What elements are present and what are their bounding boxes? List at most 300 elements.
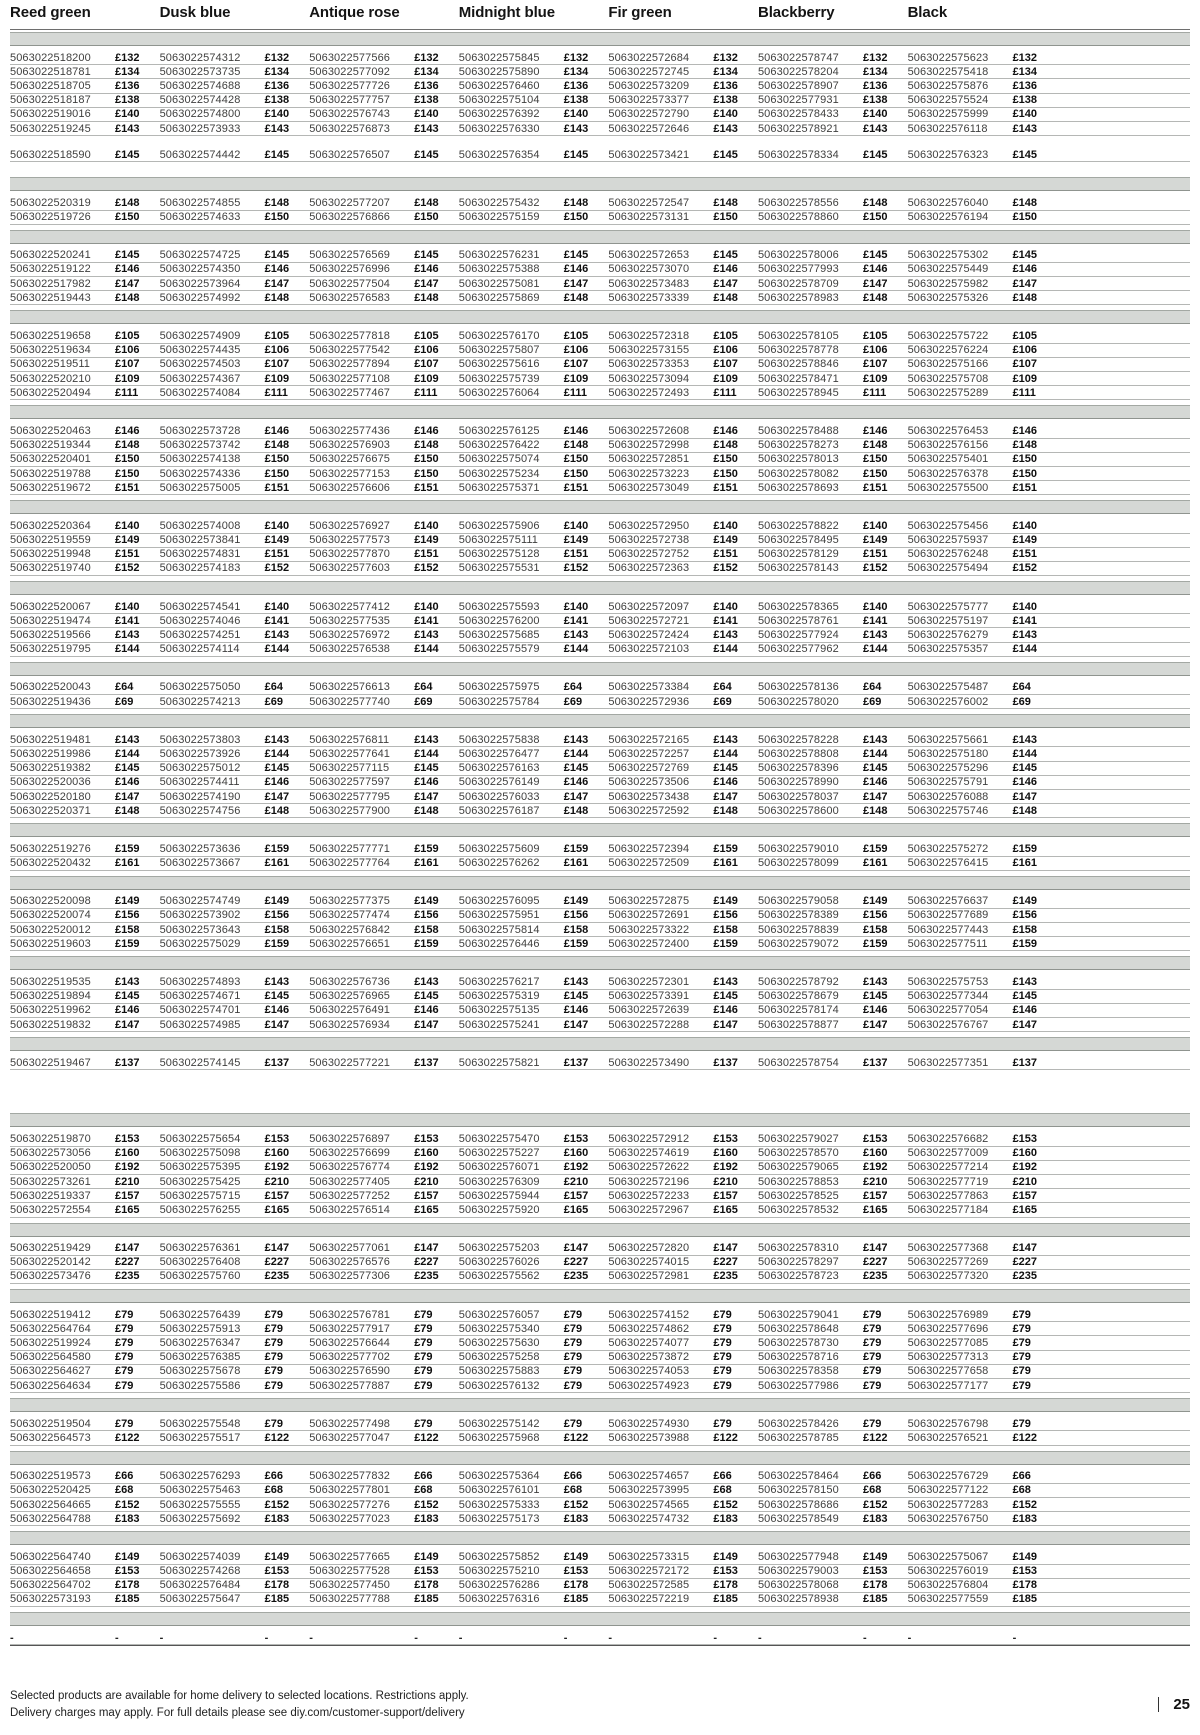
product-price: £147 [563,1018,589,1031]
product-price: £227 [264,1256,290,1269]
product-price: £152 [115,1498,140,1511]
product-cell [309,66,459,78]
product-price: £145 [862,762,888,775]
product-cell [608,776,758,788]
product-price: £185 [1012,1593,1038,1606]
product-code: 5063022572646 [608,122,690,135]
product-cell [10,696,160,708]
table-row [10,1161,1190,1175]
product-cell [309,1242,459,1254]
product-code: 5063022520142 [10,1256,91,1269]
product-code: 5063022575555 [159,1498,241,1511]
product-code: 5063022519962 [10,1004,91,1017]
product-price: £150 [713,211,738,224]
product-code: 5063022574930 [608,1417,690,1430]
product-code: 5063022564740 [10,1550,91,1563]
product-code: 5063022577375 [309,895,391,908]
product-code: 5063022520067 [10,600,91,613]
product-price: £109 [713,372,738,385]
product-price: £192 [713,1161,738,1174]
product-code: 5063022578877 [757,1018,839,1031]
product-cell [10,1380,160,1392]
product-price: £145 [1012,148,1038,161]
product-code: 5063022577412 [309,600,391,613]
product-price: £146 [862,263,888,276]
product-cell [459,1161,609,1173]
product-code: 5063022576132 [458,1379,540,1392]
product-cell [309,263,459,275]
table-row [10,249,1190,263]
product-cell [908,1499,1058,1511]
product-code: 5063022573315 [608,1550,690,1563]
product-cell [758,1351,908,1363]
product-cell [908,425,1058,437]
product-code: 5063022575715 [159,1189,241,1202]
product-cell [459,643,609,655]
product-price: £145 [1012,249,1038,262]
product-cell [908,1309,1058,1321]
product-code: 5063022576019 [907,1565,989,1578]
product-code: 5063022575432 [458,196,540,209]
product-price: £132 [1012,51,1038,64]
product-cell [10,843,160,855]
product-code: 5063022577986 [757,1379,839,1392]
product-price: £149 [713,895,738,908]
product-price: £158 [1012,923,1038,936]
group-separator-band [10,1223,1190,1237]
product-price: £157 [414,1189,439,1202]
product-cell [459,548,609,560]
product-cell [459,211,609,223]
product-cell [160,696,310,708]
product-code: 5063022574367 [159,372,241,385]
product-cell [459,344,609,356]
product-code: 5063022573643 [159,923,241,936]
product-code: 5063022577771 [309,842,391,855]
table-row [10,424,1190,438]
table-row [10,695,1190,709]
product-code: 5063022576767 [907,1018,989,1031]
product-price: £107 [862,358,888,371]
product-price: £151 [264,481,290,494]
product-cell [758,1190,908,1202]
product-cell [758,1513,908,1525]
product-cell [309,1470,459,1482]
product-cell [10,629,160,641]
product-price: £143 [115,976,140,989]
product-cell [309,1551,459,1563]
product-code: 5063022577252 [309,1189,391,1202]
product-cell [160,776,310,788]
product-price: £122 [414,1431,439,1444]
product-cell [908,1551,1058,1563]
product-cell [908,857,1058,869]
product-price: £192 [1012,1161,1038,1174]
product-price: £64 [563,681,583,694]
product-price: £143 [563,733,589,746]
product-price: £144 [115,643,140,656]
group-separator-band [10,230,1190,244]
product-price: £66 [1012,1470,1031,1483]
product-cell [10,197,160,209]
product-price: £159 [563,842,589,855]
product-price: £145 [1012,762,1038,775]
product-code: 5063022576453 [907,424,989,437]
product-cell [908,534,1058,546]
product-code: 5063022577092 [309,65,391,78]
product-cell [10,805,160,817]
product-cell [459,1004,609,1016]
product-price: £136 [713,79,738,92]
product-code: 5063022574268 [159,1565,241,1578]
product-code: 5063022572769 [608,762,690,775]
product-price: £146 [264,776,290,789]
product-price: £143 [713,629,738,642]
product-cell [160,1351,310,1363]
product-price: £79 [713,1351,732,1364]
product-price: £145 [563,990,589,1003]
product-code: 5063022574428 [159,94,241,107]
product-cell [908,895,1058,907]
product-code: 5063022576415 [907,857,989,870]
product-cell [758,344,908,356]
product-code: 5063022576750 [907,1512,989,1525]
product-code: 5063022575111 [458,534,538,547]
product-cell [309,425,459,437]
product-code: 5063022574190 [159,790,241,803]
product-price: £79 [414,1337,433,1350]
product-cell [758,857,908,869]
product-cell [908,1565,1058,1577]
product-price: £153 [862,1565,888,1578]
product-code: 5063022578488 [757,424,839,437]
product-price: £143 [264,122,290,135]
product-price: £151 [115,548,140,561]
product-cell [608,263,758,275]
product-code: 5063022576927 [309,519,391,532]
product-code: 5063022576972 [309,629,391,642]
product-price: £159 [563,937,589,950]
product-cell [908,1632,1058,1644]
product-price: £152 [264,562,290,575]
product-code: 5063022572592 [608,804,690,817]
product-cell [10,909,160,921]
product-code: 5063022573421 [608,148,690,161]
product-price: £149 [414,1550,439,1563]
product-cell [758,990,908,1002]
product-price: £149 [862,1550,888,1563]
product-cell [459,108,609,120]
product-price: £106 [115,344,140,357]
product-code: 5063022519245 [10,122,91,135]
product-cell [459,534,609,546]
product-cell [758,94,908,106]
product-price: £147 [264,1018,290,1031]
product-price: £144 [264,747,290,760]
product-code: 5063022574213 [159,695,241,708]
product-price: £143 [1012,733,1038,746]
product-cell [309,1593,459,1605]
product-price: £148 [414,804,439,817]
product-code: 5063022577818 [309,330,391,343]
product-cell [10,292,160,304]
product-code: 5063022577153 [309,467,391,480]
product-cell [908,344,1058,356]
product-cell [459,52,609,64]
product-cell [758,1579,908,1591]
product-cell [758,601,908,613]
product-code: 5063022519474 [10,614,91,627]
product-price: £106 [414,344,439,357]
table-row [10,1431,1190,1445]
product-price: £143 [414,122,439,135]
product-code: 5063022576569 [309,249,391,262]
product-code: 5063022575364 [458,1470,540,1483]
product-code: 5063022576743 [309,108,391,121]
product-code: 5063022579003 [757,1565,839,1578]
product-code: 5063022573339 [608,291,690,304]
product-code: 5063022519443 [10,291,91,304]
product-cell [758,643,908,655]
product-code: 5063022577122 [907,1484,989,1497]
product-code: 5063022519894 [10,990,91,1003]
product-code: 5063022573872 [608,1351,690,1364]
product-code: 5063022577900 [309,804,391,817]
product-cell [459,748,609,760]
product-code: 5063022576194 [907,211,989,224]
product-code: 5063022573841 [159,534,241,547]
product-cell [908,108,1058,120]
product-code: 5063022576347 [159,1337,241,1350]
product-cell [758,534,908,546]
product-cell [160,1309,310,1321]
product-cell [459,1418,609,1430]
product-code: 5063022575623 [907,51,989,64]
product-price: £144 [563,747,589,760]
product-price: £178 [1012,1579,1038,1592]
product-cell [908,80,1058,92]
product-price: £159 [264,937,290,950]
product-price: £150 [115,467,140,480]
product-code: 5063022574619 [608,1147,690,1160]
product-code: 5063022578310 [757,1242,839,1255]
product-code: 5063022577894 [309,358,391,371]
product-cell [758,976,908,988]
product-code: 5063022576460 [458,79,540,92]
product-price: £148 [862,196,888,209]
product-cell [160,123,310,135]
product-code: 5063022573261 [10,1175,91,1188]
product-code: 5063022576095 [458,895,540,908]
product-code: 5063022575418 [907,65,989,78]
product-cell [908,615,1058,627]
product-cell [459,1513,609,1525]
product-code: 5063022519740 [10,562,91,575]
product-cell [459,1147,609,1159]
product-cell [160,1147,310,1159]
product-code: 5063022577368 [907,1242,989,1255]
product-cell [459,734,609,746]
product-cell [160,1470,310,1482]
product-cell [10,1133,160,1145]
table-row [10,1175,1190,1189]
product-price: £107 [115,358,140,371]
product-price: £165 [115,1203,140,1216]
product-cell [608,439,758,451]
product-price: £140 [1012,108,1038,121]
product-code: 5063022575005 [159,481,241,494]
product-code: 5063022577047 [309,1431,391,1444]
product-price: £148 [862,804,888,817]
product-price: £132 [264,51,290,64]
product-price: £79 [264,1322,283,1335]
product-price: £146 [1012,776,1038,789]
product-cell [908,548,1058,560]
product-cell [160,52,310,64]
product-cell [309,643,459,655]
product-cell [908,373,1058,385]
product-cell [758,1565,908,1577]
product-cell [10,1309,160,1321]
product-code: 5063022578921 [757,122,839,135]
table-row [10,1242,1190,1256]
product-code: 5063022576996 [309,263,391,276]
product-cell [758,330,908,342]
product-cell [459,80,609,92]
product-price: £136 [264,79,290,92]
product-cell [309,468,459,480]
product-cell [908,1242,1058,1254]
product-price: £106 [264,344,290,357]
product-code: 5063022578228 [757,733,839,746]
product-code: 5063022577504 [309,277,391,290]
product-code: 5063022579041 [757,1308,839,1321]
product-price: £144 [862,747,888,760]
product-cell [459,857,609,869]
table-row [10,548,1190,562]
product-price: £105 [713,330,738,343]
product-price: £132 [563,51,589,64]
product-cell [608,1513,758,1525]
product-cell [758,1551,908,1563]
product-code: 5063022575654 [159,1132,241,1145]
product-cell [10,748,160,760]
product-price: £153 [264,1132,290,1145]
product-price: £68 [264,1484,283,1497]
product-code: 5063022577917 [309,1322,391,1335]
product-price: £137 [563,1056,589,1069]
product-cell [160,1565,310,1577]
product-price: £79 [713,1322,732,1335]
table-row [10,291,1190,305]
product-code: 5063022575074 [458,453,540,466]
product-cell [758,1365,908,1377]
product-price: £109 [862,372,888,385]
product-price: £152 [115,562,140,575]
product-code: 5063022576293 [159,1470,241,1483]
product-cell [309,938,459,950]
product-code: 5063022573995 [608,1484,690,1497]
product-cell [758,895,908,907]
product-cell [608,762,758,774]
product-price: £149 [115,534,140,547]
product-cell [608,1176,758,1188]
product-price: £147 [1012,277,1038,290]
disclaimer-line-1: Selected products are available for home delivery to selected locations. Restrictions apply. [10,1690,469,1702]
product-code: 5063022578334 [757,148,839,161]
product-cell [459,1323,609,1335]
product-code: 5063022576439 [159,1308,241,1321]
product-price: £132 [414,51,439,64]
product-cell [160,1365,310,1377]
product-price: £161 [713,857,738,870]
product-price: £152 [264,1498,290,1511]
product-code: 5063022577535 [309,614,391,627]
product-code: 5063022578716 [757,1351,839,1364]
product-price: £183 [414,1512,439,1525]
product-price: £147 [862,277,888,290]
product-code: 5063022575388 [458,263,540,276]
product-price: £79 [862,1365,882,1378]
group-separator-band [10,714,1190,728]
product-code: 5063022578846 [757,358,839,371]
product-code: 5063022572851 [608,453,690,466]
product-cell [10,1256,160,1268]
product-price: £160 [563,1147,589,1160]
product-price: £156 [1012,909,1038,922]
product-cell [758,211,908,223]
product-code: 5063022576231 [458,249,540,262]
product-cell [10,278,160,290]
product-price: £227 [713,1256,738,1269]
product-price: £140 [414,600,439,613]
product-cell [309,1337,459,1349]
product-code: 5063022576866 [309,211,391,224]
product-price: £138 [115,94,140,107]
product-code: 5063022579027 [757,1132,839,1145]
product-cell [459,1019,609,1031]
product-price: £146 [713,424,738,437]
product-code: 5063022564658 [10,1565,91,1578]
product-price: £161 [862,857,888,870]
product-code: 5063022573056 [10,1147,91,1160]
product-cell [608,857,758,869]
product-cell [908,629,1058,641]
product-code: 5063022578723 [757,1270,839,1283]
product-price: £158 [713,923,738,936]
page-footer [10,1688,1190,1722]
product-cell [160,548,310,560]
product-code: 5063022575920 [458,1203,540,1216]
product-cell [908,263,1058,275]
product-cell [160,1418,310,1430]
product-price: £210 [1012,1175,1038,1188]
product-code: 5063022519924 [10,1337,91,1350]
product-code: 5063022572509 [608,857,690,870]
product-cell [160,1432,310,1444]
product-cell [908,562,1058,574]
delivery-disclaimer [10,1688,469,1722]
product-price: £146 [862,1004,888,1017]
product-price: £159 [713,842,738,855]
product-cell [908,843,1058,855]
product-price: £66 [264,1470,283,1483]
product-price: £79 [115,1379,134,1392]
group-separator-band [10,823,1190,837]
product-price: £147 [1012,790,1038,803]
product-price: £146 [115,776,140,789]
product-cell [908,197,1058,209]
